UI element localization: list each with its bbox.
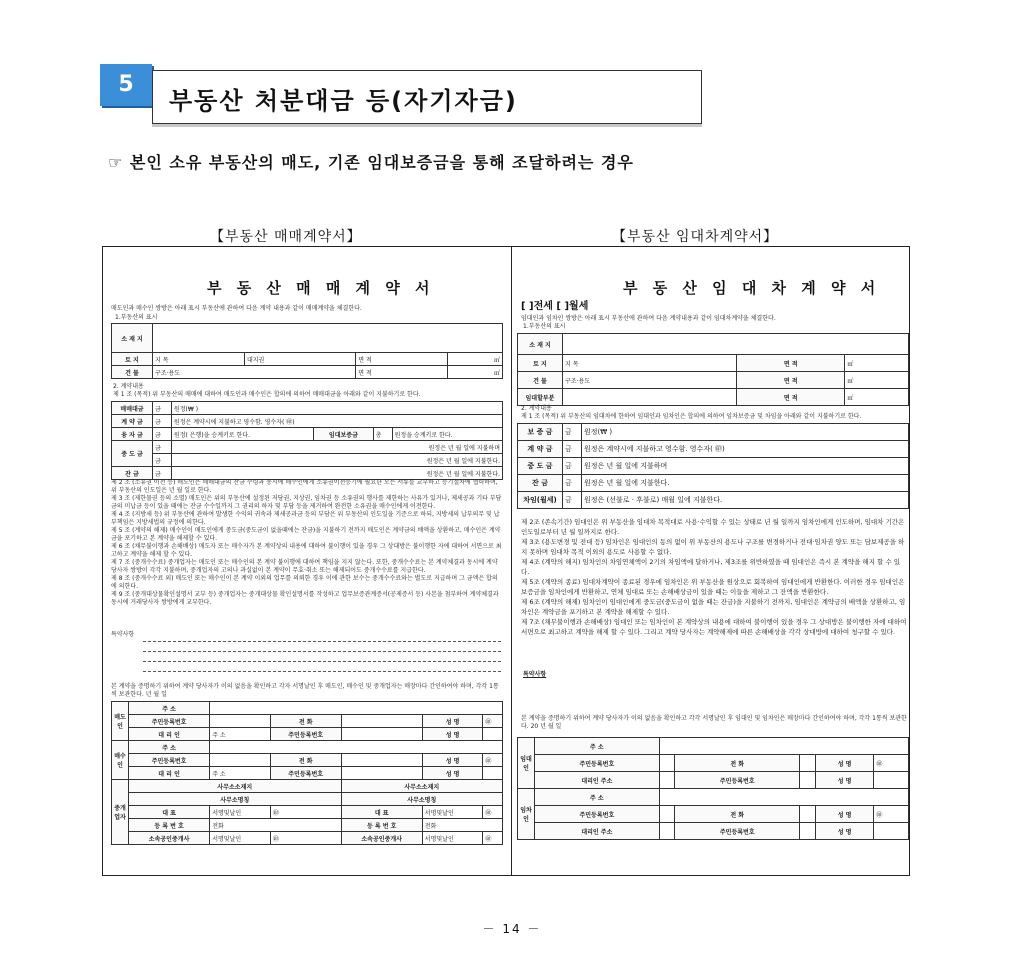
cell: 임대인 (518, 738, 535, 789)
cell: 원정을 승계키로 한다. (392, 428, 502, 441)
section-header (100, 64, 700, 126)
cell: ㎡ (845, 355, 909, 372)
cell (800, 823, 816, 840)
clause: 제 4조 (계약의 해지) 임차인의 차임연체액이 2기의 차임액에 달하거나, 제3조를 위반하였을 때 임대인은 즉시 본 계약을 해지 할 수 있다. (521, 558, 901, 576)
cell: ㊞ (270, 832, 341, 845)
cell: 사무소소재지 (341, 780, 502, 793)
cell: 등 록 번 호 (341, 819, 422, 832)
cell: 금 (153, 441, 172, 454)
cell (483, 767, 503, 780)
cell: 매매대금 (112, 402, 153, 415)
cell: 서명및날인 (210, 806, 271, 819)
section-subtitle: ☞ 본인 소유 부동산의 매도, 기존 임대보증금을 통해 조달하려는 경우 (108, 153, 634, 172)
clause: 제 6조 (계약의 해제) 임차인이 임대인에게 중도금(중도금이 없을 때는 잔금)을 지불하기 전까지, 임대인은 계약금의 배액을 상환하고, 임차인은 계약금을 포기하고 본 계약을 해제할 수 있다. (521, 598, 906, 616)
cell (341, 728, 422, 741)
special-line (143, 671, 501, 672)
lease-parties-table (517, 737, 909, 840)
cell: 건 물 (518, 372, 563, 389)
cell: 소속공인중개사 (341, 832, 422, 845)
sale-special-label: 특약사항 (111, 631, 135, 638)
cell: 원정은 년 월 일에 지불한다. (582, 475, 909, 492)
cell: 원정은 년 월 일에 지불하며 (171, 441, 502, 454)
cell: 원정(₩ ) (171, 402, 502, 415)
clause: 제 3 조 (제한물권 등의 소멸) 매도인은 위의 부동산에 설정된 저당권, 지상권, 임차권 등 소유권의 행사를 제한하는 사유가 있거나, 제세공과 기타 부담금의 미납금 등이 있을 때에는 잔금 수수일까지 그 권리의 하자 및 부담 등을 제거하여 완전한 소유권을 매수인에게 이전한다. (111, 495, 502, 510)
cell: 원정은 계약시에 지불하고 영수함. 영수자( ㊞) (171, 415, 502, 428)
cell: 전 화 (270, 715, 341, 728)
cell: ㊞ (483, 715, 503, 728)
cell: 금 (153, 467, 172, 480)
cell: ㎡ (448, 366, 503, 379)
cell: 주 소 (535, 738, 660, 755)
cell: 소 재 지 (112, 324, 153, 353)
cell: 대 표 (341, 806, 422, 819)
cell: 중개업자 (112, 780, 129, 845)
cell: 성 명 (815, 772, 874, 789)
cell: 성 명 (422, 767, 483, 780)
cell: ㊞ (874, 755, 909, 772)
cell (341, 715, 422, 728)
cell: 면 적 (737, 389, 845, 406)
cell: 금 (563, 458, 582, 475)
clause: 제 6 조 (채무불이행과 손해배상) 매도자 또는 매수자가 본 계약상의 내용에 대하여 불이행이 있을 경우 그 상대방은 불이행한 자에 대하여 서면으로 최고하고 계약을 해제 할 수 있다. (111, 543, 502, 558)
cell (800, 806, 816, 823)
cell: 전 화 (270, 754, 341, 767)
cell: 주 소 (535, 789, 660, 806)
sale-clauses (111, 479, 503, 619)
cell (659, 772, 675, 789)
cell: 매도인 (112, 702, 129, 741)
cell: 사무소명칭 (129, 793, 342, 806)
cell: 금 (563, 424, 582, 441)
cell (874, 772, 909, 789)
cell: 주 소 (129, 741, 210, 754)
cell: 토 지 (518, 355, 563, 372)
cell: 주민등록번호 (535, 755, 660, 772)
cell: 전화 (422, 819, 502, 832)
cell: 서명및날인 (210, 832, 271, 845)
caption-right: 【부동산 임대차계약서】 (612, 229, 779, 245)
frame-divider (511, 247, 512, 875)
sale-sec2: 2. 계약내용 (113, 383, 144, 390)
cell: ㊞ (483, 832, 503, 845)
cell: 금 (563, 492, 582, 509)
cell: 주민등록번호 (129, 754, 210, 767)
clause: 제 7조 (채무불이행과 손해배상) 임대인 또는 임차인이 본 계약상의 내용에 대하여 불이행이 있을 경우 그 상대방은 불이행한 자에 대하여 서면으로 최고하고 계약을 해제 할 수 있다. 그리고 계약 당사자는 계약해제에 따른 손해배상을 각각 상대방에 대하여 청구할 수 있다. (521, 618, 907, 636)
cell (800, 772, 816, 789)
cell: 원정( 은행)을 승계키로 한다. (171, 428, 313, 441)
cell: 등 록 번 호 (129, 819, 210, 832)
cell: ㎡ (845, 389, 909, 406)
lease-special-label: 특약사항 (523, 671, 547, 678)
cell: 대 리 인 (129, 767, 210, 780)
cell: 계 약 금 (112, 415, 153, 428)
cell: 면 적 (737, 372, 845, 389)
cell: 임대할부분 (518, 389, 563, 406)
cell (153, 324, 503, 353)
cell (659, 738, 908, 755)
cell: 금 (153, 402, 172, 415)
clause: 제 4 조 (지방세 등) 위 부동산에 관하여 발생한 수익의 귀속과 제세공과금 등의 부담은 위 부동산의 인도일을 기준으로 하되, 지방세의 납부의무 및 납부책임은 지방세법의 규정에 의한다. (111, 511, 500, 526)
cell: 주민등록번호 (675, 772, 800, 789)
cell: 중 도 금 (518, 458, 563, 475)
cell: 원정은 계약시에 지불하고 영수함. 영수자( ㊞) (582, 441, 909, 458)
caption-left: 【부동산 매매계약서】 (210, 229, 362, 245)
cell: 소속공인중개사 (129, 832, 210, 845)
clause: 제 2조 (존속기간) 임대인은 위 부동산을 임대차 목적대로 사용·수익할 수 있는 상태로 년 월 일까지 임차인에게 인도하며, 임대차 기간은 인도일로부터 년 월 일까지로 한다. (521, 518, 905, 536)
cell: 원정은 (선불로 · 후불로) 매월 일에 지불한다. (582, 492, 909, 509)
cell: 성 명 (422, 715, 483, 728)
cell: 대리인 주소 (535, 823, 660, 840)
page-number: － 14 － (482, 922, 542, 936)
lease-type-line: [ ]전세 [ ]월세 (521, 301, 589, 312)
cell: 토 지 (112, 353, 153, 366)
cell: 성 명 (815, 823, 874, 840)
lease-intro: 임대인과 임차인 쌍방은 아래 표시 부동산에 관하여 다음 계약내용과 같이 임대차계약을 체결한다. (521, 315, 776, 322)
cell (659, 806, 675, 823)
cell: ㊞ (483, 754, 503, 767)
cell (874, 823, 909, 840)
cell: 주민등록번호 (129, 715, 210, 728)
cell: 대 표 (129, 806, 210, 819)
cell: 잔 금 (518, 475, 563, 492)
clause: 제 8 조 (중개수수료 외) 매도인 또는 매수인이 본 계약 이외의 업무를 의뢰한 경우 이에 관한 보수는 중개수수료와는 별도로 지급하며 그 금액은 합의에 의한다. (111, 575, 498, 590)
sale-parties-table (111, 701, 503, 845)
sale-sec1: 1.부동산의 표시 (115, 314, 158, 321)
cell: 중 도 금 (112, 441, 153, 467)
cell (341, 767, 422, 780)
cell: 원정(₩ ) (582, 424, 909, 441)
cell: 대리인 주소 (535, 772, 660, 789)
sale-payment-table (111, 401, 503, 480)
cell: 주 소 (129, 702, 210, 715)
clause: 제 5조 (계약의 종료) 임대차계약이 종료된 경우에 임차인은 위 부동산을 원상으로 회복하여 임대인에게 반환한다. 이러한 경우 임대인은 보증금을 임차인에게 반환하고, 연체 임대료 또는 손해배상금이 있을 때는 이들을 제하고 그 잔액을 반환한다. (521, 578, 905, 596)
section-title: 부동산 처분대금 등(자기자금) (169, 87, 518, 115)
sale-intro: 매도인과 매수인 쌍방은 아래 표시 부동산에 관하여 다음 계약 내용과 같이 매매계약을 체결한다. (111, 305, 362, 312)
lease-sec1: 1.부동산의 표시 (523, 323, 566, 330)
cell: 대지권 (244, 353, 355, 366)
cell: 소 재 지 (518, 334, 563, 355)
cell: 전화 (210, 819, 341, 832)
cell (210, 702, 503, 715)
cell (800, 755, 816, 772)
cell (210, 754, 271, 767)
cell: 잔 금 (112, 467, 153, 480)
cell: 금 (153, 454, 172, 467)
cell: 지 목 (153, 353, 245, 366)
cell (483, 728, 503, 741)
cell: 서명및날인 (422, 806, 483, 819)
cell: 금 (153, 428, 172, 441)
contract-images-frame (102, 246, 910, 876)
sale-sign-intro: 본 계약을 증명하기 위하여 계약 당사자가 이의 없음을 확인하고 각자 서명날인 후 매도인, 매수인 및 중개업자는 매장마다 간인하여야 하며, 각각 1통씩 보관한다. 년 월 일 (111, 683, 499, 698)
clause: 제 5 조 (계약의 해제) 매수인이 매도인에게 중도금(중도금이 없을때에는 잔금)을 지불하기 전까지 매도인은 계약금의 배액을 상환하고, 매수인은 계약금을 포기하고 본 계약을 해제할 수 있다. (111, 527, 501, 542)
cell: 원정은 년 월 일에 지불한다. (171, 467, 502, 480)
cell: 구조·용도 (563, 372, 737, 389)
sale-property-table (111, 323, 503, 379)
cell: 성 명 (422, 754, 483, 767)
cell: ㊞ (270, 806, 341, 819)
section-number-badge: 5 (100, 64, 152, 106)
cell (210, 741, 503, 754)
cell (659, 823, 675, 840)
cell: 금 (563, 475, 582, 492)
lease-sign-intro: 본 계약을 증명하기 위하여 계약 당사자가 이의 없음을 확인하고 각각 서명날인 후 임대인 및 임차인은 매장마다 간인하여야 하며, 각각 1통씩 보관한다. 20 년 월 일 (521, 715, 907, 730)
cell: 주 소 (210, 767, 271, 780)
sale-art1: 제 1 조 (목적) 위 부동산의 매매에 대하여 매도인과 매수인은 합의에 의하여 매매대금을 아래와 같이 지불하기로 한다. (113, 391, 421, 398)
cell (341, 754, 422, 767)
cell (210, 715, 271, 728)
cell: ㊞ (483, 806, 503, 819)
cell: ㎡ (845, 372, 909, 389)
cell: 성 명 (422, 728, 483, 741)
cell: 전 화 (675, 806, 800, 823)
cell: 서명및날인 (422, 832, 483, 845)
lease-contract-title: 부 동 산 임 대 차 계 약 서 (623, 279, 881, 297)
lease-property-table (517, 333, 909, 406)
cell (563, 389, 737, 406)
special-line (143, 661, 501, 662)
cell: 차임(월세) (518, 492, 563, 509)
cell: 융 자 금 (112, 428, 153, 441)
cell (563, 334, 909, 355)
cell: 원정은 년 월 일에 지불하며 (582, 458, 909, 475)
cell: 면 적 (737, 355, 845, 372)
clause: 제 7 조 (중개수수료) 중개업자는 매도인 또는 매수인의 본 계약 불이행에 대하여 책임을 지지 않는다. 또한, 중개수수료는 본 계약체결과 동시에 계약 당사자 쌍방이 각각 지불하며, 중개업자의 고의나 과실없이 본 계약이 무효·취소 또는 해제되어도 중개수수료를 지급한다. (111, 559, 498, 574)
cell: 주민등록번호 (535, 806, 660, 823)
cell: 임대보증금 (314, 428, 374, 441)
cell: 대 리 인 (129, 728, 210, 741)
section-title-box (152, 70, 702, 124)
cell: 총 (373, 428, 392, 441)
lease-payment-table (517, 423, 909, 509)
cell: 금 (153, 415, 172, 428)
cell: 지 목 (563, 355, 737, 372)
cell: 매수인 (112, 741, 129, 780)
cell: 구조·용도 (153, 366, 356, 379)
special-line (143, 641, 501, 642)
clause: 제 2 조 (소유권 이전 등) 매도인은 매매대금의 잔금 수령과 동시에 매수인에게 소유권이전등기에 필요한 모든 서류를 교부하고 등기절차에 협력하며, 위 부동산의 인도일은 년 월 일로 한다. (111, 479, 498, 494)
cell: 주민등록번호 (270, 767, 341, 780)
lease-clauses (521, 517, 907, 667)
lease-sec2: 2. 계약내용 (521, 405, 552, 412)
cell: 성 명 (815, 806, 874, 823)
cell: 주민등록번호 (675, 823, 800, 840)
cell: 사무소소재지 (129, 780, 342, 793)
lease-art1: 제 1 조 (목적) 위 부동산의 임대차에 한하여 임대인과 임차인은 합의에 의하여 임차보증금 및 차임을 아래와 같이 지불하기로 한다. (521, 413, 862, 420)
cell: ㎡ (448, 353, 503, 366)
cell: 계 약 금 (518, 441, 563, 458)
cell: 원정은 년 월 일에 지불한다. (171, 454, 502, 467)
cell: ㊞ (874, 806, 909, 823)
special-line (143, 651, 501, 652)
cell: 주민등록번호 (270, 728, 341, 741)
cell: 성 명 (815, 755, 874, 772)
cell: 금 (563, 441, 582, 458)
cell: 보 증 금 (518, 424, 563, 441)
clause: 제 9 조 (중개대상물확인설명서 교부 등) 중개업자는 중개대상물 확인설명서를 작성하고 업무보증관계증서(공제증서 등) 사본을 첨부하여 계약체결과 동시에 거래당사자 쌍방에게 교부한다. (111, 591, 499, 606)
cell: 전 화 (675, 755, 800, 772)
cell: 면 적 (356, 366, 448, 379)
cell: 면 적 (356, 353, 448, 366)
cell: 임차인 (518, 789, 535, 840)
cell (659, 755, 675, 772)
cell: 주 소 (210, 728, 271, 741)
cell (659, 789, 908, 806)
sale-contract-title: 부 동 산 매 매 계 약 서 (207, 279, 435, 297)
cell: 건 물 (112, 366, 153, 379)
cell: 사무소명칭 (341, 793, 502, 806)
clause: 제 3조 (용도변경 및 전대 등) 임차인은 임대인의 동의 없이 위 부동산의 용도나 구조를 변경하거나 전대·임차권 양도 또는 담보제공을 하지 못하며 임대차 목적 이외의 용도로 사용할 수 없다. (521, 538, 905, 556)
